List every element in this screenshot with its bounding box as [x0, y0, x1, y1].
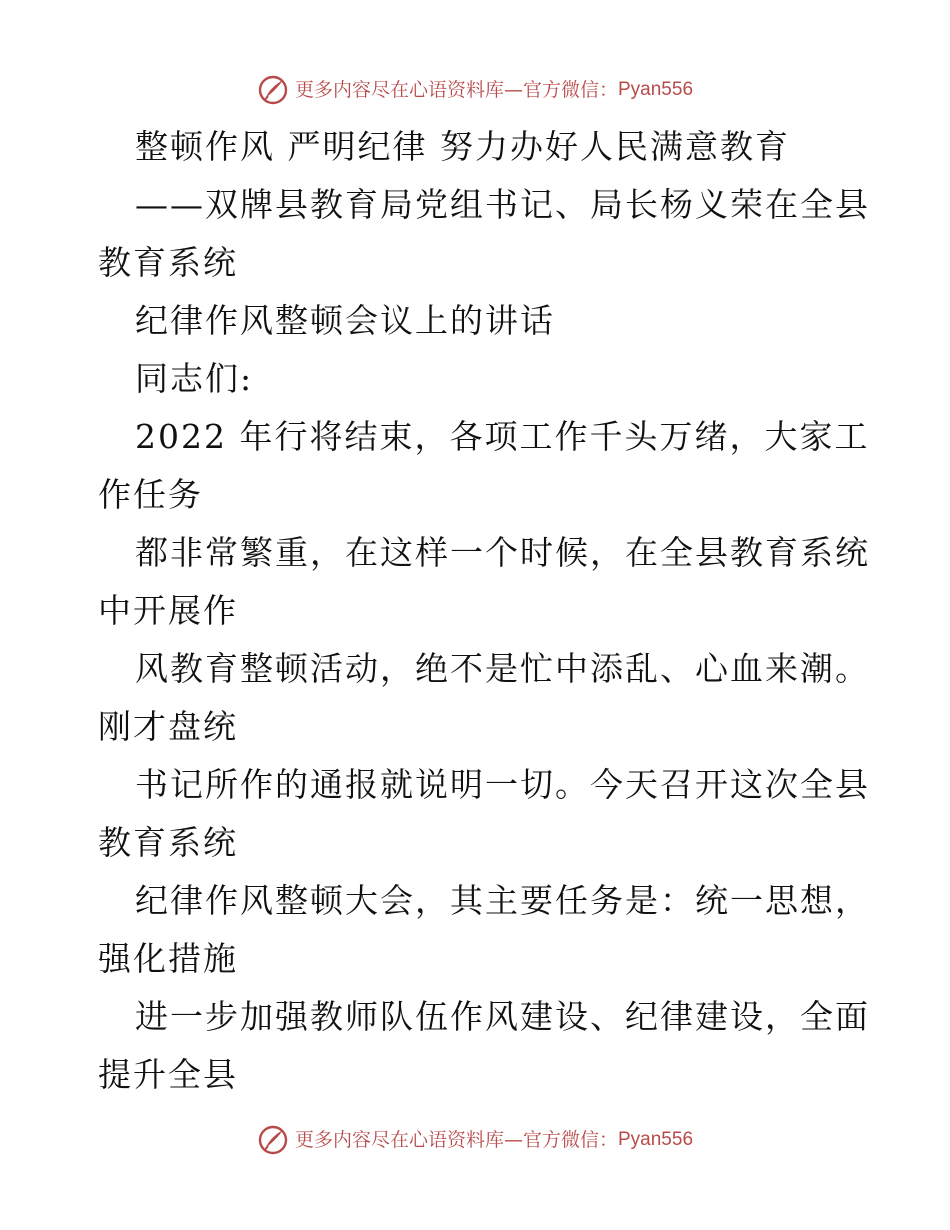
text-line: ——双牌县教育局党组书记、局长杨义荣在全县: [135, 185, 870, 224]
document-body: [98, 118, 870, 1104]
banner-separator: —: [503, 79, 523, 101]
banner-wechat-label: 官方微信：: [522, 79, 618, 101]
feather-seal-icon: [257, 1124, 289, 1156]
text-line: 整顿作风 严明纪律 努力办好人民满意教育: [135, 127, 790, 166]
text-line: 提升全县: [98, 1055, 238, 1094]
text-line: 风教育整顿活动，绝不是忙中添乱、心血来潮。: [135, 649, 870, 688]
text-line: 都非常繁重，在这样一个时候，在全县教育系统: [135, 533, 870, 572]
banner-text: 更多内容尽在心语资料库: [294, 1129, 504, 1151]
text-line: 书记所作的通报就说明一切。今天召开这次全县: [135, 765, 870, 804]
banner-wechat-label: 官方微信：: [522, 1129, 618, 1151]
text-line: 强化措施: [98, 939, 238, 978]
text-line: 中开展作: [98, 591, 238, 630]
banner-wechat-id: Pyan556: [618, 79, 694, 100]
text-line: 纪律作风整顿会议上的讲话: [135, 301, 555, 340]
banner-wechat-id: Pyan556: [618, 1129, 694, 1150]
text-line: 2022 年行将结束，各项工作千头万绪，大家工: [135, 417, 870, 456]
text-line: 同志们:: [135, 359, 254, 398]
text-line: 教育系统: [98, 823, 238, 862]
feather-seal-icon: [257, 74, 289, 106]
footer-banner: [0, 1120, 950, 1160]
text-line: 教育系统: [98, 243, 238, 282]
text-line: 进一步加强教师队伍作风建设、纪律建设，全面: [135, 997, 870, 1036]
text-line: 作任务: [98, 475, 203, 514]
banner-text: 更多内容尽在心语资料库: [294, 79, 504, 101]
text-line: 刚才盘统: [98, 707, 238, 746]
text-line: 纪律作风整顿大会，其主要任务是：统一思想，: [135, 881, 870, 920]
header-banner: [0, 70, 950, 110]
banner-separator: —: [503, 1129, 523, 1151]
